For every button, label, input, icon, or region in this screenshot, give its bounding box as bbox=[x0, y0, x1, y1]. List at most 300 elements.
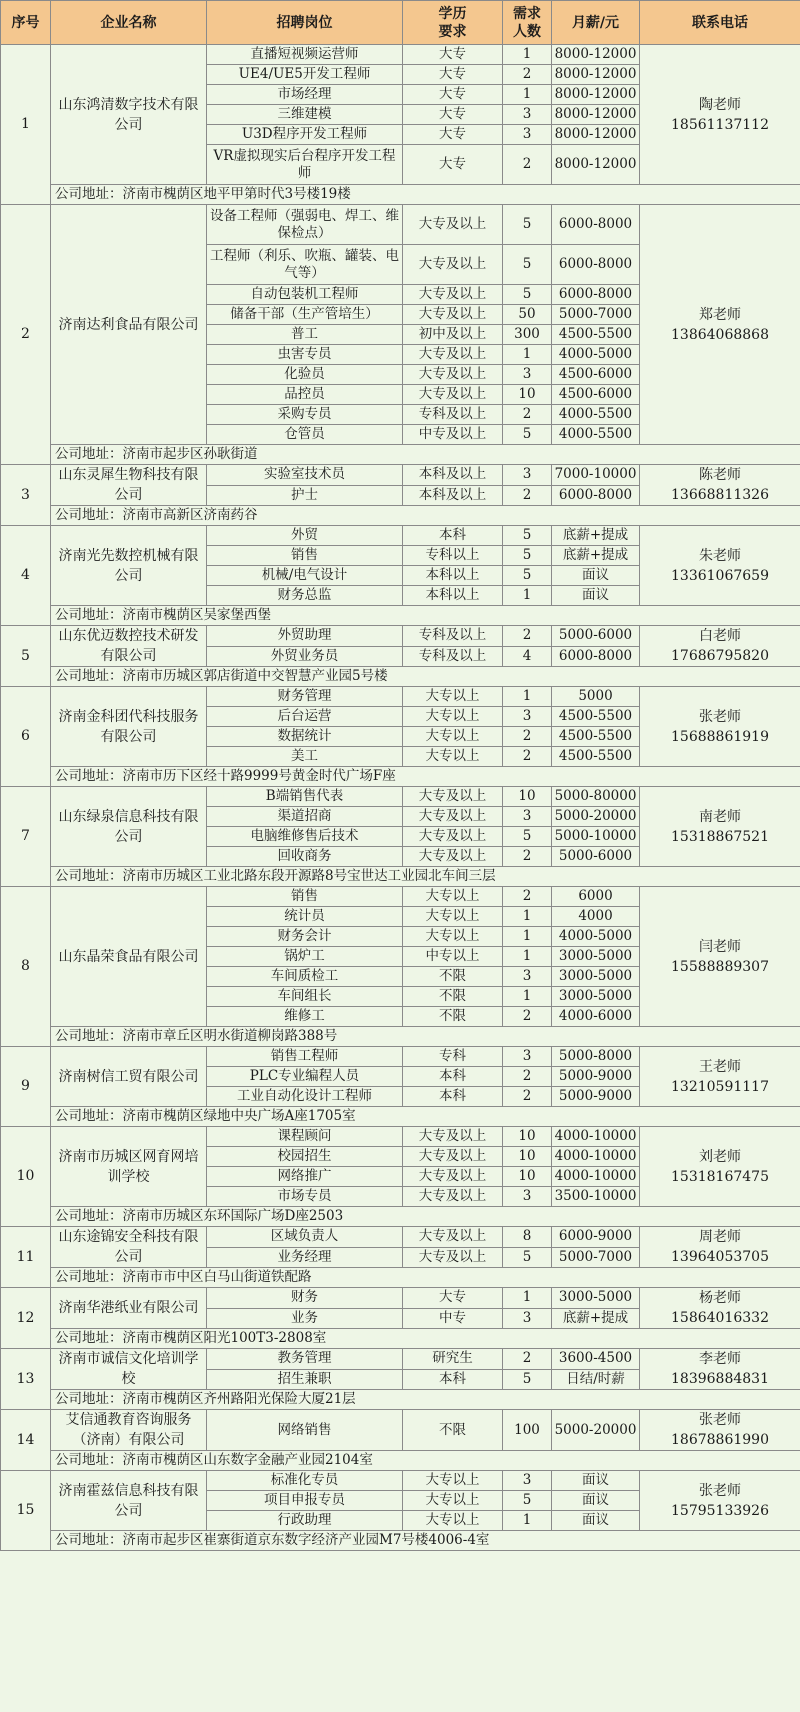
contact-cell bbox=[640, 45, 800, 185]
address-label: 公司地址： bbox=[55, 1532, 123, 1548]
header-seq: 序号 bbox=[1, 1, 51, 45]
salary-cell: 5000-9000 bbox=[552, 1067, 640, 1087]
education-cell: 大专及以上 bbox=[403, 807, 503, 827]
position-cell: 财务管理 bbox=[207, 687, 403, 707]
address-row bbox=[1, 1531, 800, 1551]
header-education: 学历 要求 bbox=[403, 1, 503, 45]
address-value: 济南市槐荫区绿地中央广场A座1705室 bbox=[122, 1108, 356, 1124]
position-cell: 市场经理 bbox=[207, 85, 403, 105]
address-row bbox=[1, 445, 800, 465]
table-row bbox=[1, 45, 800, 65]
count-cell: 2 bbox=[503, 1087, 552, 1107]
address-row bbox=[1, 1207, 800, 1227]
education-cell: 大专以上 bbox=[403, 727, 503, 747]
company-address bbox=[51, 767, 800, 787]
salary-cell: 底薪+提成 bbox=[552, 546, 640, 566]
count-cell: 5 bbox=[503, 285, 552, 305]
address-row bbox=[1, 506, 800, 526]
position-cell: 虫害专员 bbox=[207, 345, 403, 365]
contact-phone: 18561137112 bbox=[671, 116, 769, 133]
education-cell: 不限 bbox=[403, 1007, 503, 1027]
education-cell: 大专以上 bbox=[403, 747, 503, 767]
header-salary: 月薪/元 bbox=[552, 1, 640, 45]
contact-name: 张老师 bbox=[699, 1412, 741, 1428]
salary-cell: 5000-6000 bbox=[552, 847, 640, 867]
salary-cell: 8000-12000 bbox=[552, 85, 640, 105]
contact-phone: 13864068868 bbox=[671, 326, 769, 343]
seq-cell: 11 bbox=[1, 1227, 51, 1288]
address-value: 济南市市中区白马山街道铁配路 bbox=[122, 1269, 312, 1285]
education-cell: 中专以上 bbox=[403, 947, 503, 967]
count-cell: 10 bbox=[503, 1147, 552, 1167]
count-cell: 3 bbox=[503, 807, 552, 827]
count-cell: 5 bbox=[503, 546, 552, 566]
salary-cell: 日结/时薪 bbox=[552, 1369, 640, 1390]
position-cell: 数据统计 bbox=[207, 727, 403, 747]
count-cell: 3 bbox=[503, 707, 552, 727]
education-cell: 大专及以上 bbox=[403, 365, 503, 385]
salary-cell: 面议 bbox=[552, 1511, 640, 1531]
position-cell: 设备工程师（强弱电、焊工、维保检点） bbox=[207, 205, 403, 245]
company-address bbox=[51, 1531, 800, 1551]
education-cell: 大专 bbox=[403, 85, 503, 105]
address-row bbox=[1, 1027, 800, 1047]
position-cell: 教务管理 bbox=[207, 1349, 403, 1370]
count-cell: 2 bbox=[503, 747, 552, 767]
company-address bbox=[51, 1207, 800, 1227]
address-label: 公司地址： bbox=[55, 668, 123, 684]
education-cell: 不限 bbox=[403, 967, 503, 987]
contact-cell bbox=[640, 465, 800, 506]
count-cell: 5 bbox=[503, 205, 552, 245]
address-row bbox=[1, 1329, 800, 1349]
table-row bbox=[1, 787, 800, 807]
contact-name: 张老师 bbox=[699, 1482, 741, 1499]
education-cell: 专科 bbox=[403, 1047, 503, 1067]
salary-cell: 4000 bbox=[552, 907, 640, 927]
seq-cell: 9 bbox=[1, 1047, 51, 1127]
company-name-cell: 山东优迈数控技术研发有限公司 bbox=[51, 626, 207, 667]
salary-cell: 6000-8000 bbox=[552, 205, 640, 245]
company-address bbox=[51, 606, 800, 626]
salary-cell: 5000-80000 bbox=[552, 787, 640, 807]
seq-cell: 8 bbox=[1, 887, 51, 1047]
education-cell: 大专 bbox=[403, 65, 503, 85]
education-cell: 本科及以上 bbox=[403, 465, 503, 486]
count-cell: 1 bbox=[503, 586, 552, 606]
count-cell: 10 bbox=[503, 385, 552, 405]
education-cell: 大专 bbox=[403, 45, 503, 65]
company-address bbox=[51, 1329, 800, 1349]
position-cell: 招生兼职 bbox=[207, 1369, 403, 1390]
seq-cell: 3 bbox=[1, 465, 51, 526]
salary-cell: 6000-9000 bbox=[552, 1227, 640, 1248]
company-address bbox=[51, 667, 800, 687]
address-label: 公司地址： bbox=[55, 1391, 123, 1407]
education-cell: 大专及以上 bbox=[403, 245, 503, 285]
seq-cell: 5 bbox=[1, 626, 51, 687]
salary-cell: 面议 bbox=[552, 566, 640, 586]
count-cell: 3 bbox=[503, 1047, 552, 1067]
address-value: 济南市历下区经十路9999号黄金时代广场F座 bbox=[122, 768, 396, 784]
count-cell: 1 bbox=[503, 1288, 552, 1309]
header-row bbox=[1, 1, 800, 45]
table-row bbox=[1, 1227, 800, 1248]
count-cell: 2 bbox=[503, 405, 552, 425]
position-cell: 外贸 bbox=[207, 526, 403, 546]
table-row bbox=[1, 687, 800, 707]
education-cell: 初中及以上 bbox=[403, 325, 503, 345]
education-cell: 本科 bbox=[403, 1369, 503, 1390]
salary-cell: 4500-5500 bbox=[552, 325, 640, 345]
seq-cell: 6 bbox=[1, 687, 51, 787]
table-row bbox=[1, 887, 800, 907]
count-cell: 2 bbox=[503, 626, 552, 647]
header-contact: 联系电话 bbox=[640, 1, 800, 45]
education-cell: 大专及以上 bbox=[403, 1147, 503, 1167]
count-cell: 1 bbox=[503, 987, 552, 1007]
education-cell: 大专及以上 bbox=[403, 205, 503, 245]
position-cell: 美工 bbox=[207, 747, 403, 767]
education-cell: 大专 bbox=[403, 1288, 503, 1309]
company-name-cell: 济南达利食品有限公司 bbox=[51, 205, 207, 445]
education-cell: 专科及以上 bbox=[403, 646, 503, 667]
count-cell: 2 bbox=[503, 145, 552, 185]
company-name-cell: 山东灵犀生物科技有限公司 bbox=[51, 465, 207, 506]
education-cell: 大专 bbox=[403, 145, 503, 185]
contact-cell bbox=[640, 1047, 800, 1107]
education-cell: 大专以上 bbox=[403, 1471, 503, 1491]
education-cell: 大专及以上 bbox=[403, 1127, 503, 1147]
position-cell: B端销售代表 bbox=[207, 787, 403, 807]
address-label: 公司地址： bbox=[55, 768, 123, 784]
table-row bbox=[1, 205, 800, 245]
salary-cell: 4000-5000 bbox=[552, 927, 640, 947]
salary-cell: 4000-10000 bbox=[552, 1147, 640, 1167]
education-cell: 专科及以上 bbox=[403, 405, 503, 425]
position-cell: 直播短视频运营师 bbox=[207, 45, 403, 65]
contact-cell bbox=[640, 1227, 800, 1268]
position-cell: 后台运营 bbox=[207, 707, 403, 727]
position-cell: 储备干部（生产管培生） bbox=[207, 305, 403, 325]
education-cell: 大专以上 bbox=[403, 927, 503, 947]
position-cell: 项目申报专员 bbox=[207, 1491, 403, 1511]
position-cell: 品控员 bbox=[207, 385, 403, 405]
seq-cell: 12 bbox=[1, 1288, 51, 1349]
education-cell: 大专以上 bbox=[403, 1511, 503, 1531]
salary-cell: 6000 bbox=[552, 887, 640, 907]
count-cell: 5 bbox=[503, 1247, 552, 1268]
education-cell: 专科及以上 bbox=[403, 626, 503, 647]
count-cell: 50 bbox=[503, 305, 552, 325]
contact-phone: 15318867521 bbox=[671, 828, 769, 845]
table-row bbox=[1, 1288, 800, 1309]
education-cell: 大专以上 bbox=[403, 707, 503, 727]
contact-cell bbox=[640, 687, 800, 767]
address-row bbox=[1, 1107, 800, 1127]
seq-cell: 1 bbox=[1, 45, 51, 205]
count-cell: 5 bbox=[503, 245, 552, 285]
count-cell: 2 bbox=[503, 847, 552, 867]
salary-cell: 6000-8000 bbox=[552, 485, 640, 506]
seq-cell: 15 bbox=[1, 1471, 51, 1551]
header-company: 企业名称 bbox=[51, 1, 207, 45]
address-value: 济南市起步区崔寨街道京东数字经济产业园M7号楼4006-4室 bbox=[122, 1532, 490, 1548]
education-cell: 大专及以上 bbox=[403, 787, 503, 807]
company-name-cell: 艾信通教育咨询服务（济南）有限公司 bbox=[51, 1410, 207, 1451]
salary-cell: 面议 bbox=[552, 1471, 640, 1491]
salary-cell: 3000-5000 bbox=[552, 967, 640, 987]
contact-cell bbox=[640, 205, 800, 445]
salary-cell: 6000-8000 bbox=[552, 285, 640, 305]
salary-cell: 4000-5000 bbox=[552, 345, 640, 365]
address-value: 济南市起步区孙耿街道 bbox=[122, 446, 258, 462]
company-address bbox=[51, 1268, 800, 1288]
salary-cell: 3600-4500 bbox=[552, 1349, 640, 1370]
seq-cell: 7 bbox=[1, 787, 51, 887]
education-cell: 本科 bbox=[403, 1067, 503, 1087]
salary-cell: 4500-5500 bbox=[552, 707, 640, 727]
address-row bbox=[1, 606, 800, 626]
position-cell: 实验室技术员 bbox=[207, 465, 403, 486]
address-label: 公司地址： bbox=[55, 446, 123, 462]
salary-cell: 6000-8000 bbox=[552, 646, 640, 667]
position-cell: 业务经理 bbox=[207, 1247, 403, 1268]
contact-phone: 13964053705 bbox=[671, 1249, 769, 1265]
count-cell: 3 bbox=[503, 1471, 552, 1491]
position-cell: 校园招生 bbox=[207, 1147, 403, 1167]
contact-name: 陈老师 bbox=[699, 467, 741, 483]
education-cell: 大专及以上 bbox=[403, 1247, 503, 1268]
contact-name: 闫老师 bbox=[699, 938, 741, 955]
company-name-cell: 济南华港纸业有限公司 bbox=[51, 1288, 207, 1329]
company-name-cell: 济南树信工贸有限公司 bbox=[51, 1047, 207, 1107]
contact-phone: 13668811326 bbox=[671, 487, 769, 503]
count-cell: 2 bbox=[503, 485, 552, 506]
salary-cell: 底薪+提成 bbox=[552, 1308, 640, 1329]
salary-cell: 8000-12000 bbox=[552, 45, 640, 65]
address-label: 公司地址： bbox=[55, 186, 123, 202]
table-row bbox=[1, 626, 800, 647]
education-cell: 大专 bbox=[403, 125, 503, 145]
count-cell: 2 bbox=[503, 65, 552, 85]
company-address bbox=[51, 1390, 800, 1410]
salary-cell: 面议 bbox=[552, 586, 640, 606]
address-label: 公司地址： bbox=[55, 607, 123, 623]
position-cell: 销售 bbox=[207, 546, 403, 566]
company-name-cell: 山东晶荣食品有限公司 bbox=[51, 887, 207, 1027]
count-cell: 1 bbox=[503, 687, 552, 707]
salary-cell: 4500-6000 bbox=[552, 385, 640, 405]
count-cell: 1 bbox=[503, 85, 552, 105]
education-cell: 大专及以上 bbox=[403, 285, 503, 305]
company-name-cell: 山东途锦安全科技有限公司 bbox=[51, 1227, 207, 1268]
position-cell: 化验员 bbox=[207, 365, 403, 385]
contact-phone: 18396884831 bbox=[671, 1371, 769, 1387]
address-label: 公司地址： bbox=[55, 507, 123, 523]
position-cell: 网络推广 bbox=[207, 1167, 403, 1187]
salary-cell: 3000-5000 bbox=[552, 987, 640, 1007]
education-cell: 大专以上 bbox=[403, 687, 503, 707]
position-cell: 自动包装机工程师 bbox=[207, 285, 403, 305]
position-cell: 销售 bbox=[207, 887, 403, 907]
contact-phone: 15318167475 bbox=[671, 1168, 769, 1185]
contact-cell bbox=[640, 1410, 800, 1451]
position-cell: 区域负责人 bbox=[207, 1227, 403, 1248]
company-address bbox=[51, 867, 800, 887]
company-address bbox=[51, 1107, 800, 1127]
count-cell: 3 bbox=[503, 465, 552, 486]
count-cell: 5 bbox=[503, 526, 552, 546]
address-row bbox=[1, 667, 800, 687]
contact-name: 周老师 bbox=[699, 1229, 741, 1245]
seq-cell: 14 bbox=[1, 1410, 51, 1471]
position-cell: 仓管员 bbox=[207, 425, 403, 445]
position-cell: VR虚拟现实后台程序开发工程师 bbox=[207, 145, 403, 185]
count-cell: 2 bbox=[503, 727, 552, 747]
header-position: 招聘岗位 bbox=[207, 1, 403, 45]
position-cell: UE4/UE5开发工程师 bbox=[207, 65, 403, 85]
seq-cell: 13 bbox=[1, 1349, 51, 1410]
education-cell: 大专以上 bbox=[403, 1491, 503, 1511]
count-cell: 4 bbox=[503, 646, 552, 667]
address-row bbox=[1, 1451, 800, 1471]
contact-name: 陶老师 bbox=[699, 96, 741, 113]
table-row bbox=[1, 1047, 800, 1067]
salary-cell: 6000-8000 bbox=[552, 245, 640, 285]
address-row bbox=[1, 1268, 800, 1288]
count-cell: 2 bbox=[503, 1349, 552, 1370]
position-cell: 课程顾问 bbox=[207, 1127, 403, 1147]
company-name-cell: 济南市诚信文化培训学校 bbox=[51, 1349, 207, 1390]
contact-name: 郑老师 bbox=[699, 306, 741, 323]
table-row bbox=[1, 1410, 800, 1451]
education-cell: 大专及以上 bbox=[403, 345, 503, 365]
salary-cell: 底薪+提成 bbox=[552, 526, 640, 546]
address-label: 公司地址： bbox=[55, 1269, 123, 1285]
contact-name: 南老师 bbox=[699, 808, 741, 825]
education-cell: 中专 bbox=[403, 1308, 503, 1329]
address-row bbox=[1, 767, 800, 787]
address-value: 济南市槐荫区吴家堡西堡 bbox=[122, 607, 271, 623]
address-label: 公司地址： bbox=[55, 1108, 123, 1124]
contact-cell bbox=[640, 626, 800, 667]
position-cell: 业务 bbox=[207, 1308, 403, 1329]
address-value: 济南市历城区郭店街道中交智慧产业园5号楼 bbox=[122, 668, 388, 684]
position-cell: 三维建模 bbox=[207, 105, 403, 125]
salary-cell: 4000-5500 bbox=[552, 405, 640, 425]
count-cell: 5 bbox=[503, 425, 552, 445]
count-cell: 5 bbox=[503, 827, 552, 847]
count-cell: 1 bbox=[503, 927, 552, 947]
salary-cell: 5000-6000 bbox=[552, 626, 640, 647]
salary-cell: 4000-10000 bbox=[552, 1127, 640, 1147]
company-name-cell: 山东鸿清数字技术有限公司 bbox=[51, 45, 207, 185]
contact-phone: 15795133926 bbox=[671, 1502, 769, 1519]
position-cell: 财务会计 bbox=[207, 927, 403, 947]
salary-cell: 4000-6000 bbox=[552, 1007, 640, 1027]
contact-cell bbox=[640, 1127, 800, 1207]
education-cell: 大专及以上 bbox=[403, 847, 503, 867]
position-cell: 车间组长 bbox=[207, 987, 403, 1007]
count-cell: 2 bbox=[503, 887, 552, 907]
salary-cell: 4500-6000 bbox=[552, 365, 640, 385]
position-cell: 财务总监 bbox=[207, 586, 403, 606]
count-cell: 5 bbox=[503, 1491, 552, 1511]
education-cell: 大专及以上 bbox=[403, 385, 503, 405]
address-label: 公司地址： bbox=[55, 1028, 123, 1044]
salary-cell: 5000-7000 bbox=[552, 305, 640, 325]
position-cell: 维修工 bbox=[207, 1007, 403, 1027]
contact-cell bbox=[640, 1349, 800, 1390]
company-name-cell: 济南光先数控机械有限公司 bbox=[51, 526, 207, 606]
address-label: 公司地址： bbox=[55, 1452, 123, 1468]
seq-cell: 2 bbox=[1, 205, 51, 465]
company-address bbox=[51, 445, 800, 465]
education-cell: 大专及以上 bbox=[403, 1227, 503, 1248]
address-value: 济南市槐荫区阳光100T3-2808室 bbox=[122, 1330, 327, 1346]
company-name-cell: 济南霍兹信息科技有限公司 bbox=[51, 1471, 207, 1531]
education-cell: 大专以上 bbox=[403, 887, 503, 907]
salary-cell: 4000-5500 bbox=[552, 425, 640, 445]
table-body bbox=[1, 45, 800, 1551]
salary-cell: 7000-10000 bbox=[552, 465, 640, 486]
contact-name: 杨老师 bbox=[699, 1290, 741, 1306]
position-cell: 标准化专员 bbox=[207, 1471, 403, 1491]
count-cell: 3 bbox=[503, 1308, 552, 1329]
address-row bbox=[1, 185, 800, 205]
count-cell: 3 bbox=[503, 1187, 552, 1207]
company-name-cell: 济南金科团代科技服务有限公司 bbox=[51, 687, 207, 767]
count-cell: 1 bbox=[503, 947, 552, 967]
address-label: 公司地址： bbox=[55, 1330, 123, 1346]
salary-cell: 5000-10000 bbox=[552, 827, 640, 847]
education-cell: 中专及以上 bbox=[403, 425, 503, 445]
address-row bbox=[1, 867, 800, 887]
count-cell: 3 bbox=[503, 967, 552, 987]
company-address bbox=[51, 185, 800, 205]
education-cell: 不限 bbox=[403, 987, 503, 1007]
company-name-cell: 济南市历城区网育网培训学校 bbox=[51, 1127, 207, 1207]
position-cell: 市场专员 bbox=[207, 1187, 403, 1207]
company-name-cell: 山东绿泉信息科技有限公司 bbox=[51, 787, 207, 867]
count-cell: 3 bbox=[503, 365, 552, 385]
education-cell: 研究生 bbox=[403, 1349, 503, 1370]
table-row bbox=[1, 1349, 800, 1370]
company-address bbox=[51, 1451, 800, 1471]
count-cell: 8 bbox=[503, 1227, 552, 1248]
header-count: 需求 人数 bbox=[503, 1, 552, 45]
salary-cell: 5000-7000 bbox=[552, 1247, 640, 1268]
education-cell: 大专 bbox=[403, 105, 503, 125]
contact-cell bbox=[640, 887, 800, 1027]
position-cell: 渠道招商 bbox=[207, 807, 403, 827]
count-cell: 3 bbox=[503, 105, 552, 125]
salary-cell: 8000-12000 bbox=[552, 65, 640, 85]
salary-cell: 5000-9000 bbox=[552, 1087, 640, 1107]
salary-cell: 3500-10000 bbox=[552, 1187, 640, 1207]
salary-cell: 面议 bbox=[552, 1491, 640, 1511]
salary-cell: 3000-5000 bbox=[552, 1288, 640, 1309]
education-cell: 大专及以上 bbox=[403, 827, 503, 847]
contact-phone: 18678861990 bbox=[671, 1432, 769, 1448]
position-cell: U3D程序开发工程师 bbox=[207, 125, 403, 145]
position-cell: 采购专员 bbox=[207, 405, 403, 425]
address-value: 济南市槐荫区地平甲第时代3号楼19楼 bbox=[122, 186, 351, 202]
table-row bbox=[1, 1471, 800, 1491]
address-label: 公司地址： bbox=[55, 1208, 123, 1224]
education-cell: 大专及以上 bbox=[403, 305, 503, 325]
